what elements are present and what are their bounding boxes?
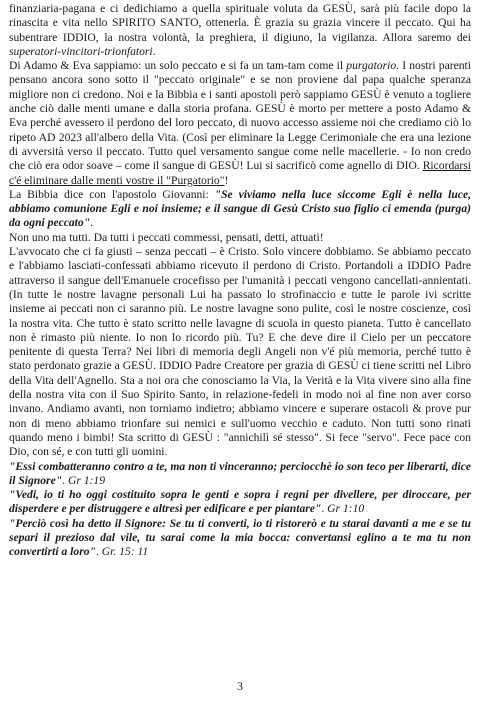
verse-reference: Gr. 15: 11 — [101, 545, 149, 559]
text-run: . — [90, 216, 94, 230]
paragraph-5 — [9, 245, 471, 459]
text-run: L'avvocato che ci fa giusti – senza peccati – è Cristo. Solo vincere dobbiamo. Se abbiamo peccato e l'abbiamo lasciati-confessati abbiamo ricevuto il perdono di Cristo. Portandoli a IDDIO Padre attraverso il sangue dell'Emanuele crocefisso per l'umanità i peccati vengono cancellati-annientati. (In tutte le nostre lavagne personali Lui ha passato lo strofinaccio e tutte le parole ivi scritte insieme ai peccati non ci saranno più. Le nostre lavagne sono pulite, così le nostre coscienze, così la nostra vita. Che tutto è stato scritto nelle lavagne di scuola in questo pianeta. Tutto è cancellato non è rimasto più niente. Io non lo ricordo più. Tu? E che deve dire il Cielo per un peccatore penitente di questa Terra? Nei libri di memoria degli Angeli non v'é più memoria, perché tutto è stato perdonato grazie a GESÙ. IDDIO Padre Creatore per grazia di GESÙ ci tiene scritti nel Libro della Vita dell'Agnello. Sta a noi ora che conosciamo la Via, la Verità e la Vita vivere sino alla fine della nostra vita con il Suo Spirito Santo, in relazione-fedeli in modo noi al fine non aver corso invano. Andiamo avanti, non torniamo indietro; abbiamo vincere e superare ostacoli & prove pur non di meno abbiamo trionfare sui nemici e sull'uomo vecchio e caduto. Non tutti sono rinati quando meno i bimbi! Sta scritto di GESÙ : "annichilì sé stesso". Si fece "servo". Fece pace con Dio, con sé, e con tutti gli uomini. — [9, 245, 471, 459]
text-run: finanziaria-pagana e ci dedichiamo a quella spirituale voluta da GESÙ, sarà più facile dopo la rinascita e vita nello SPIRITO SANTO, ottenerla. È grazia su grazia vincere il peccato. Qui ha subentrare IDDIO, la nostra volontà, la preghiera, il digiuno, la vigilanza. Allora saremo dei — [9, 2, 471, 44]
emphasis: superatori-vincitori-trionfatori — [9, 44, 153, 58]
text-run: . — [95, 545, 102, 559]
paragraph-6 — [9, 460, 471, 489]
text-run: . I nostri parenti pensano ancora sono sotto il "peccato originale" e se non proviene dal papa qualche speranza migliore non ci credono. Noi e la Bibbia e i santi apostoli però sappiamo GESÙ è venuto a togliere anche ciò dalle menti umane e dalla storia profana. GESÙ è morto per mettere a posto Adamo & Eva perché avessero il perdono del loro peccato, di nuovo accesso assieme noi che crediamo ciò lo ripeto AD 2023 all'albero della Vita. (Così per eliminare la Legge Cerimoniale che era una lezione di avversità verso il peccato. Tutto quel versamento sangue come nelle macellerie. - Io non credo che ciò era odor soave – come il sangue di GESÙ! Lui si sacrificò come agnello di DIO. — [9, 59, 471, 173]
text-run: . — [152, 44, 156, 58]
paragraph-8 — [9, 517, 471, 560]
emphasis: purgatorio — [346, 59, 397, 73]
verse-reference: Gr 1:10 — [327, 502, 365, 516]
paragraph-3 — [9, 188, 471, 231]
paragraph-4 — [9, 231, 471, 245]
bible-quote: "Vedi, io ti ho oggi costituito sopra le genti e sopra i regni per divellere, per diroccare, per disperdere e per distruggere e altresì per edificare e per piantare" — [9, 488, 471, 516]
bible-quote: "Perciò così ha detto il Signore: Se tu ti converti, io ti ristorerò e tu starai davanti a me e se tu separi il prezioso dal vile, tu sarai come la mia bocca: convertansi eglino a te ma tu non convertirti a loro" — [9, 516, 471, 559]
paragraph-2 — [9, 59, 471, 188]
verse-reference: Gr 1:19 — [67, 473, 105, 487]
bible-quote: "Essi combatteranno contro a te, ma non ti vinceranno; perciocchè io son teco per liberarti, dice il Signore" — [9, 459, 471, 487]
underlined-note: Ricordarsi c'é eliminare dalle menti vostre il "Purgatorio" — [9, 159, 471, 187]
text-run: Non uno ma tutti. Da tutti i peccati commessi, pensati, detti, attuati! — [9, 230, 324, 244]
text-run: . — [321, 502, 328, 516]
text-run: . — [62, 473, 68, 487]
text-run: Di Adamo & Eva sappiamo: un solo peccato e si fa un tam-tam come il — [9, 59, 347, 73]
body-text — [9, 2, 471, 560]
page-number: 3 — [237, 679, 243, 693]
paragraph-1 — [9, 2, 471, 59]
bible-quote: "Se viviamo nella luce siccome Egli è nella luce, abbiamo comunione Egli e noi insieme; e il sangue di Gesù Cristo suo figlio ci emenda (purga) da ogni peccato" — [9, 187, 471, 230]
paragraph-7 — [9, 488, 471, 517]
text-run: La Bibbia dice con l'apostolo Giovanni: — [9, 187, 215, 201]
text-run: ! — [224, 173, 229, 187]
